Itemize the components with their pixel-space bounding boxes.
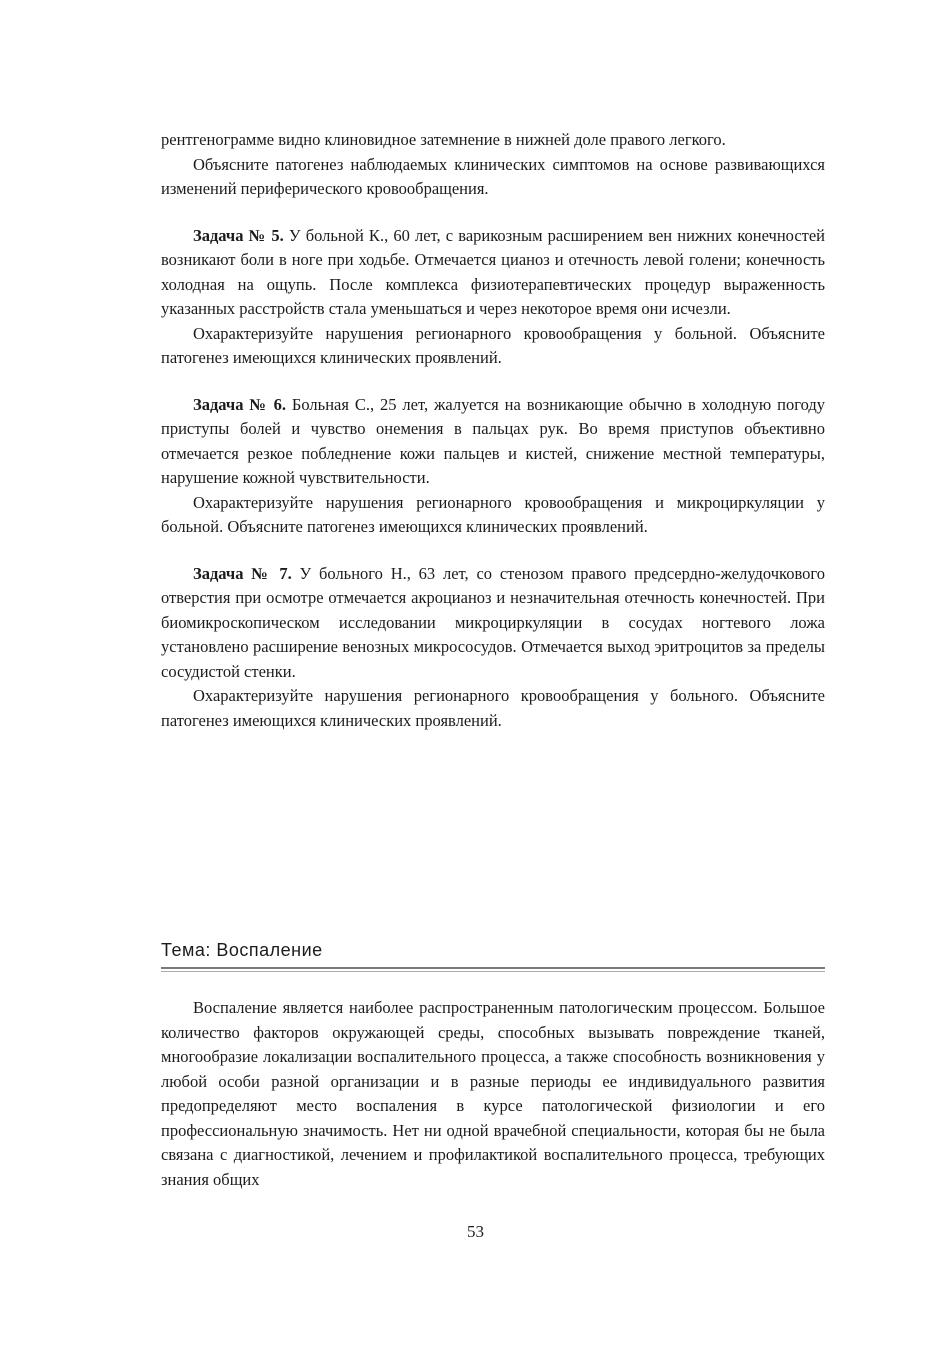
task-7-label: Задача № 7. — [193, 563, 292, 583]
task-6-question: Охарактеризуйте нарушения регионарного кровообращения и микроциркуляции у больной. Объясните патогенез имеющихся клинических проявлений. — [161, 492, 825, 536]
task-5 — [161, 224, 825, 371]
task-5-label: Задача № 5. — [193, 225, 284, 245]
task-7-text — [161, 562, 825, 685]
intro-paragraph: рентгенограмме видно клиновидное затемнение в нижней доле правого легкого. — [161, 130, 726, 149]
task-5-text — [161, 224, 825, 322]
task-6-text — [161, 393, 825, 491]
theme-title: Тема: Воспаление — [161, 940, 323, 960]
page-number: 53 — [467, 1222, 484, 1241]
task-7 — [161, 562, 825, 734]
theme-body: Воспаление является наиболее распространенным патологическим процессом. Большое количество факторов окружающей среды, способных вызывать повреждение тканей, многообразие локализации воспалительного процесса, а также способность возникновения у любой особи разной организации и в разные периоды ее индивидуального развития предопределяют место воспаления в курсе патологической физиологии и его профессиональную значимость. Нет ни одной врачебной специальности, которая бы не была связана с диагностикой, лечением и профилактикой воспалительного процесса, требующих знания общих — [161, 998, 825, 1189]
theme-divider — [161, 967, 825, 972]
task-6-label: Задача № 6. — [193, 394, 287, 414]
task-7-body: У больного Н., 63 лет, со стенозом правого предсердно-желудочкового отверстия при осмотре отмечается акроцианоз и незначительная отечность конечностей. При биомикроскопическом исследовании микроциркуляции в сосудах ногтевого ложа установлено расширение венозных микрососудов. Отмечается выход эритроцитов за пределы сосудистой стенки. — [161, 563, 826, 681]
page-content — [161, 128, 825, 733]
task-6-body: Больная С., 25 лет, жалуется на возникающие обычно в холодную погоду приступы болей и чувство онемения в пальцах рук. Во время приступов объективно отмечается резкое побледнение кожи пальцев и кистей, снижение местной температуры, нарушение кожной чувствительности. — [161, 394, 825, 487]
theme-section — [161, 940, 825, 1192]
intro-question: Объясните патогенез наблюдаемых клинических симптомов на основе развивающихся изменений периферического кровообращения. — [161, 154, 825, 198]
task-5-body: У больной К., 60 лет, с варикозным расширением вен нижних конечностей возникают боли в ноге при ходьбе. Отмечается цианоз и отечность левой голени; конечность холодная на ощупь. После комплекса физиотерапевтических процедур выраженность указанных расстройств стала уменьшаться и через некоторое время они исчезли. — [161, 225, 826, 318]
task-6 — [161, 393, 825, 540]
task-5-question: Охарактеризуйте нарушения регионарного кровообращения у больной. Объясните патогенез имеющихся клинических проявлений. — [161, 323, 825, 367]
task-7-question: Охарактеризуйте нарушения регионарного кровообращения у больного. Объясните патогенез имеющихся клинических проявлений. — [161, 686, 825, 730]
